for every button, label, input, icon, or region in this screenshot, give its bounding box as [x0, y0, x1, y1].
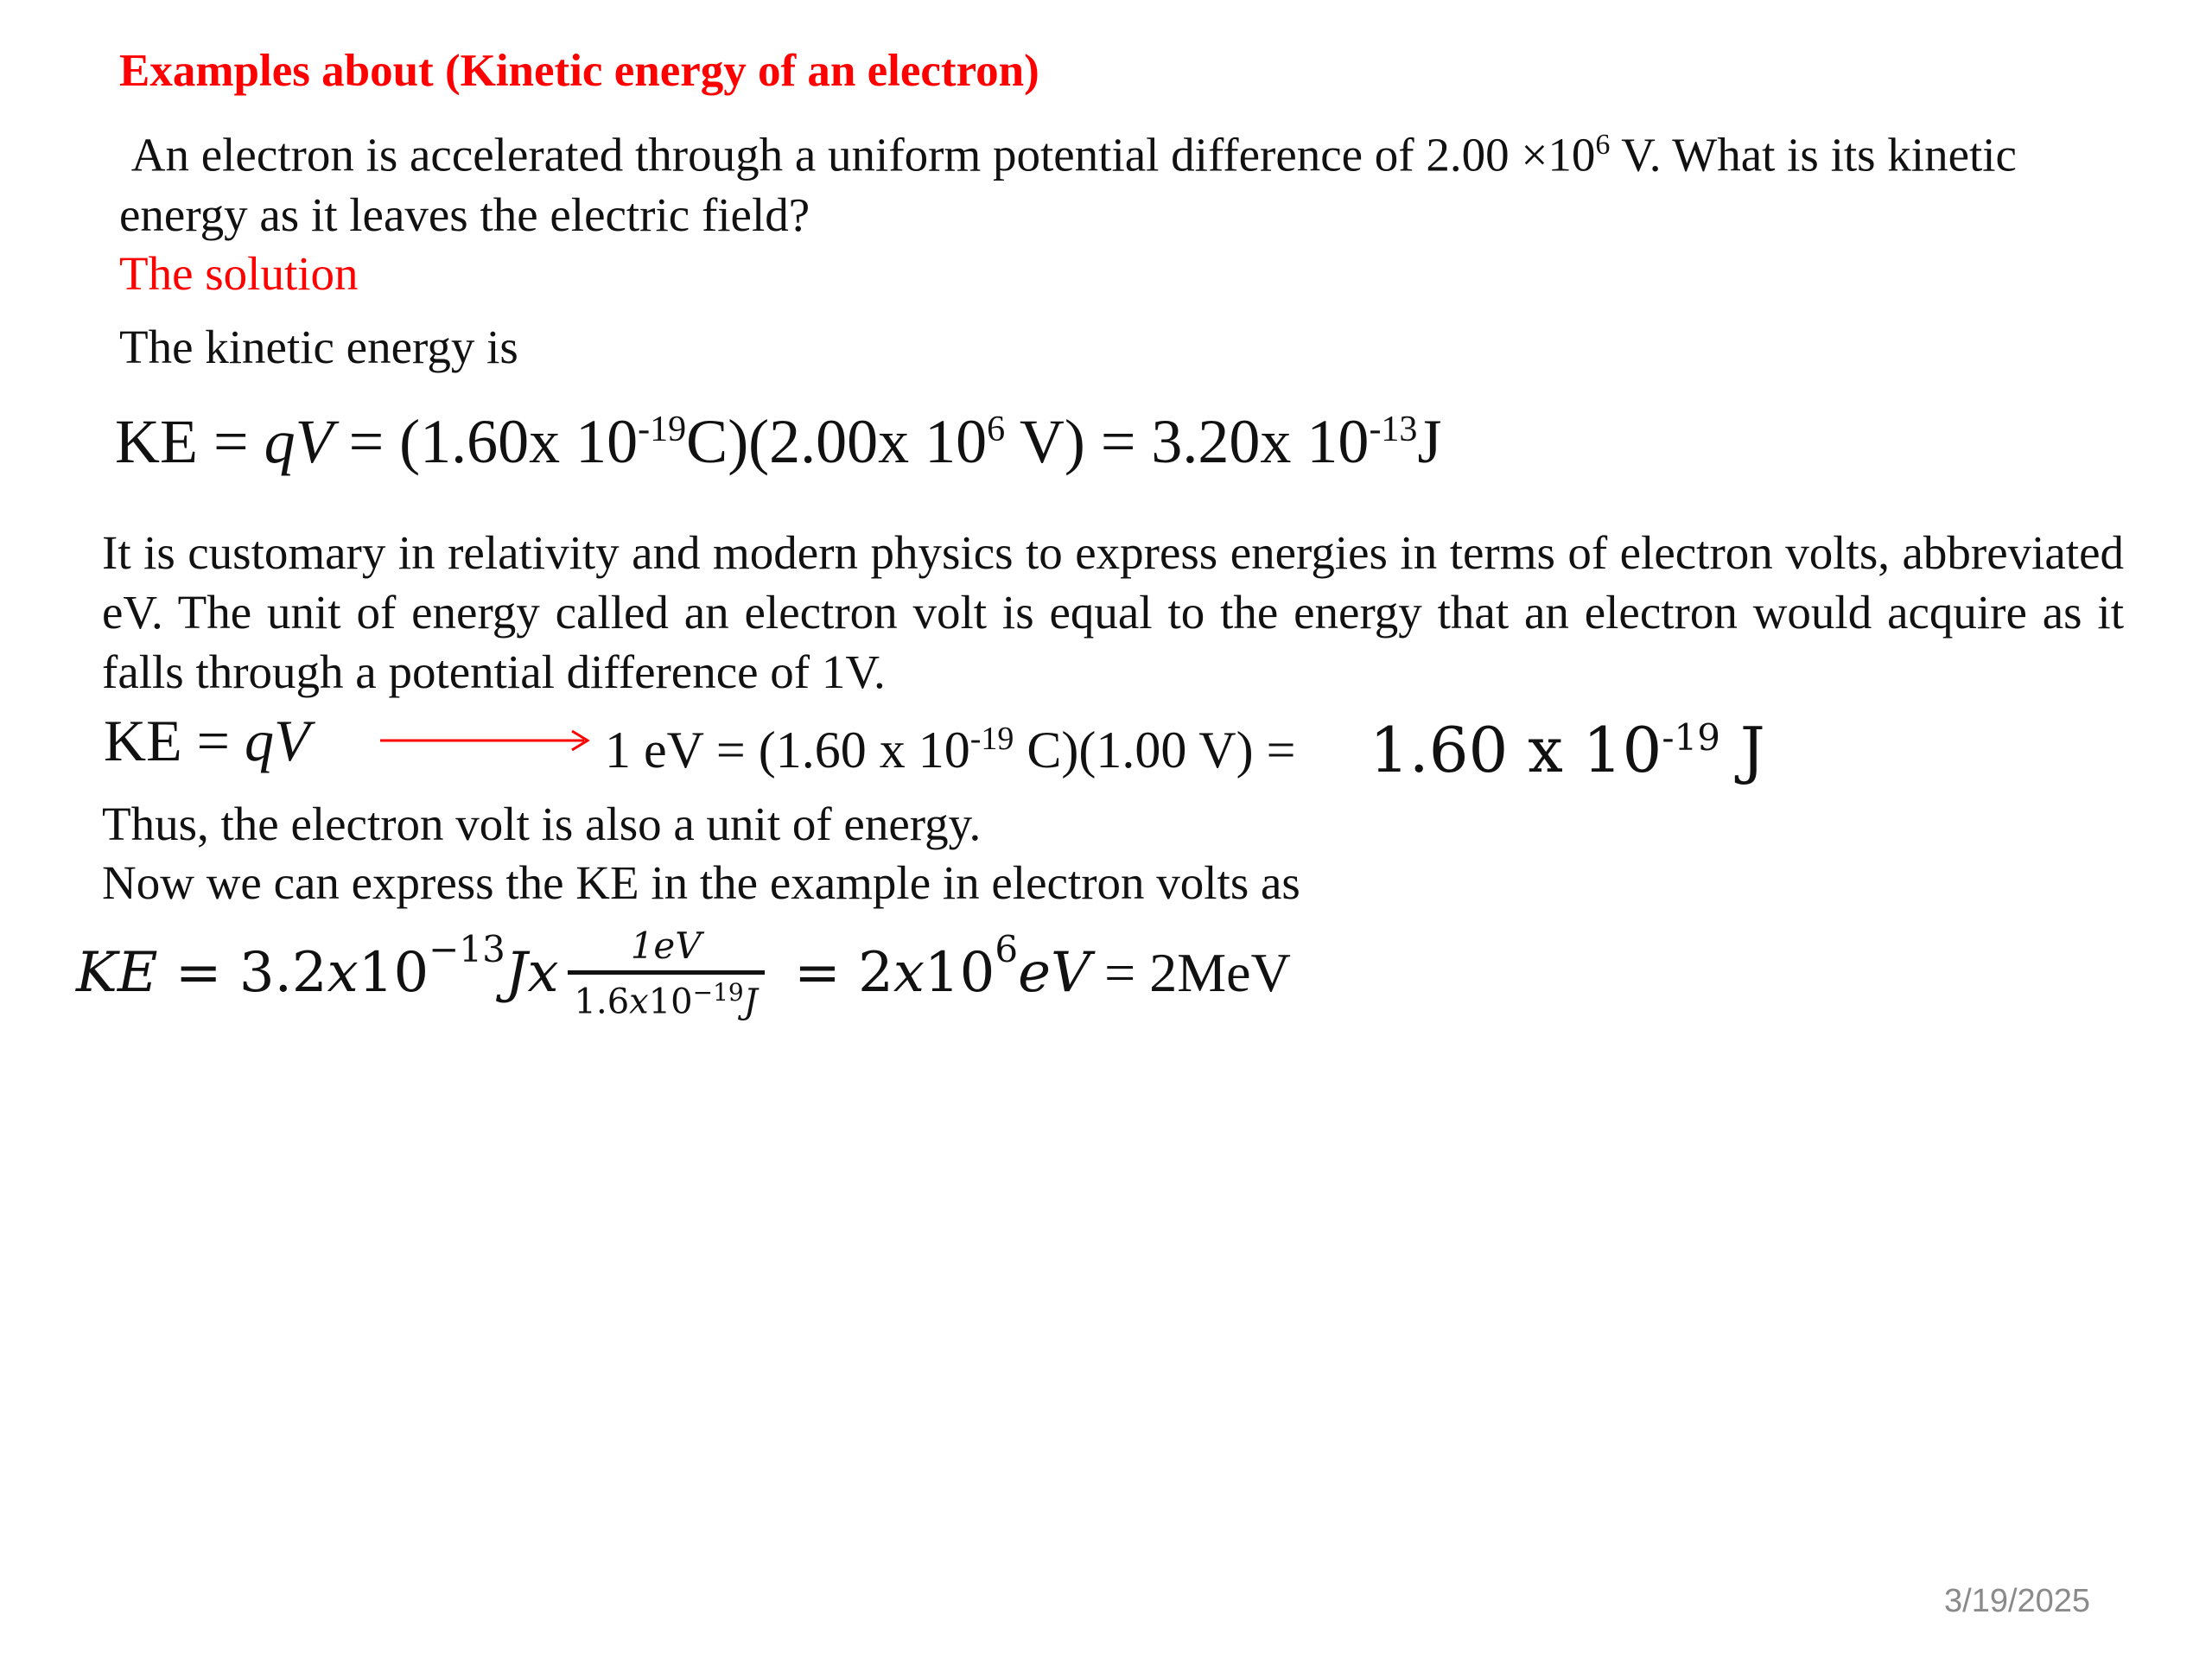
equation-ke-mev: [76, 925, 1291, 1021]
eq3-den-j: J: [743, 982, 758, 1022]
eq3-eq1: = 3.2: [157, 941, 327, 1006]
problem-text-2: V. What is its kinetic energy as it leaves the electric field?: [119, 128, 2017, 242]
eq3-exp2: 6: [995, 928, 1019, 970]
equation-ke-joules: [115, 406, 1441, 478]
eq2-result-b: J: [1719, 714, 1765, 786]
kinetic-energy-intro: The kinetic energy is: [119, 321, 518, 373]
eq3-den-a: 1.6: [574, 982, 630, 1022]
equation-ev-definition: [605, 720, 1295, 780]
eq3-ev: eV: [1018, 941, 1091, 1006]
electron-volt-paragraph: It is customary in relativity and modern physics to express energies in terms of electron volts, abbreviated eV. The unit of energy called an electron volt is equal to the energy that an electron would acquire as it falls through a potential difference of 1V.: [102, 526, 2124, 698]
problem-statement: [119, 115, 2115, 245]
eq1-lhs: KE =: [115, 407, 264, 476]
eq3-eq2: = 2: [776, 941, 893, 1006]
eq2-mid-b: C)(1.00 V) =: [1014, 721, 1296, 779]
eq1-exp1: -19: [638, 410, 687, 449]
eq2-result-exp: -19: [1662, 716, 1720, 759]
equation-ke-qv: [104, 707, 310, 775]
problem-power: 6: [1595, 129, 1611, 161]
eq2-v: V: [274, 708, 310, 773]
thus-line: Thus, the electron volt is also a unit of energy.: [102, 798, 982, 850]
now-line: Now we can express the KE in the example in electron volts as: [102, 856, 1300, 909]
slide-date: 3/19/2025: [1944, 1583, 2091, 1619]
eq2-mid-a: 1 eV = (1.60 x 10: [605, 721, 970, 779]
eq3-numerator: 1eV: [630, 925, 702, 967]
eq3-jx: Jx: [505, 941, 559, 1006]
eq1-q: q: [264, 407, 296, 476]
eq3-ten2: 10: [924, 941, 995, 1006]
eq2-lhs: KE =: [104, 708, 245, 773]
problem-text-1: An electron is accelerated through a uniform potential difference of 2.00 ×10: [130, 128, 1596, 181]
eq3-ten1: 10: [358, 941, 429, 1006]
eq1-exp2: 6: [987, 410, 1006, 449]
solution-heading: The solution: [119, 247, 359, 300]
eq1-v: V: [295, 407, 334, 476]
right-arrow-icon: [380, 728, 596, 753]
eq3-den-x: x: [629, 982, 649, 1022]
eq1-exp3: -13: [1369, 410, 1418, 449]
eq1-part3: V) = 3.20x 10: [1005, 407, 1370, 476]
eq3-den-b: 10: [648, 982, 693, 1022]
eq3-den-exp: −19: [692, 978, 744, 1007]
eq3-fraction: [568, 925, 765, 1021]
eq3-exp1: −13: [429, 928, 505, 970]
eq3-x1: x: [327, 941, 359, 1006]
eq3-denominator: [568, 970, 765, 1021]
eq2-q: q: [245, 708, 274, 773]
eq1-part4: J: [1417, 407, 1442, 476]
slide-title: Examples about (Kinetic energy of an electron): [119, 46, 1039, 96]
eq1-part2: C)(2.00x 10: [686, 407, 988, 476]
eq1-part1: = (1.60x 10: [333, 407, 639, 476]
eq2-result-a: 1.60 x 10: [1370, 714, 1662, 786]
equation-ev-result: [1370, 714, 1765, 786]
eq2-mid-exp: -19: [969, 721, 1014, 757]
eq3-lhs: KE: [76, 941, 158, 1006]
eq3-x2: x: [893, 941, 925, 1006]
eq3-tail: = 2MeV: [1090, 942, 1291, 1004]
